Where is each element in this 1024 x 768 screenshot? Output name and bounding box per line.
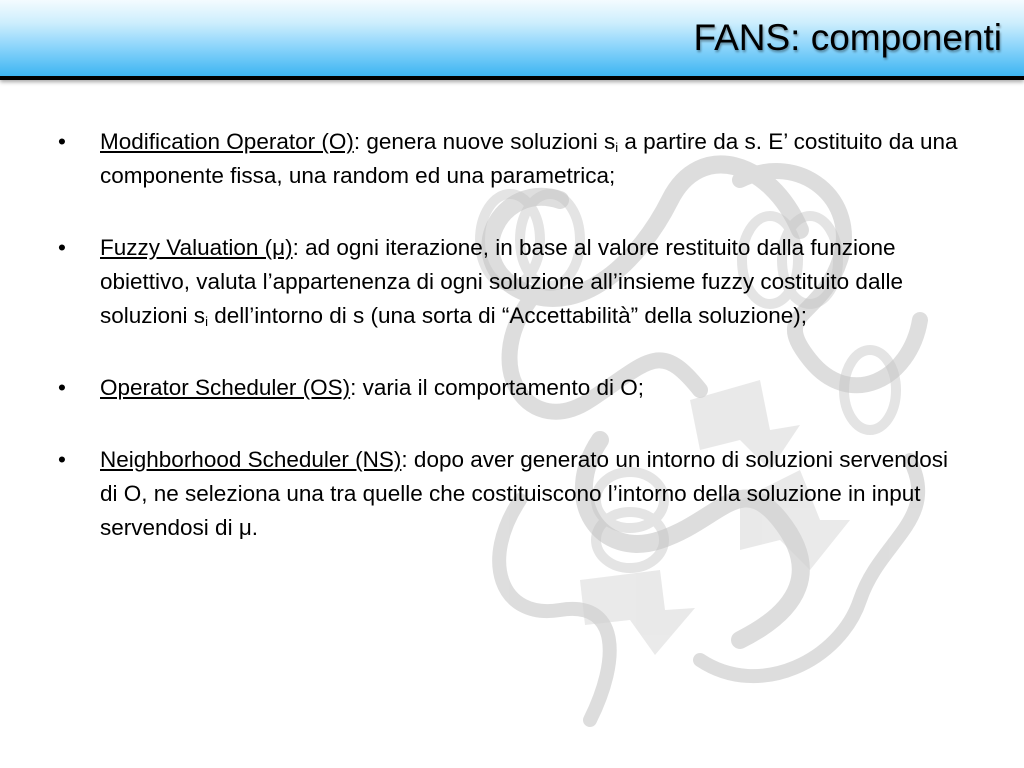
bullet-item [58, 443, 958, 545]
title-bar [0, 0, 1024, 80]
bullet-item [58, 371, 958, 405]
bullet-marker: • [58, 447, 66, 472]
subscript: i [615, 140, 619, 155]
bullet-marker: • [58, 235, 66, 260]
bullet-marker: • [58, 375, 66, 400]
bullet-term: Modification Operator (O) [100, 129, 354, 154]
bullet-text: dell’intorno di s (una sorta di “Accettabilità” della soluzione); [207, 303, 808, 328]
bullet-text: a partire da s. E’ costituito da una componente fissa, una random ed una parametrica; [100, 129, 958, 188]
bullet-term: Fuzzy Valuation (μ) [100, 235, 293, 260]
bullet-text: : varia il comportamento di O; [350, 375, 644, 400]
bullet-item [58, 125, 958, 193]
bullet-list [58, 125, 958, 545]
bullet-text: : ad ogni iterazione, in base al valore restituito dalla funzione obiettivo, valuta l’appartenenza di ogni soluzione all’insieme fuzzy costituito dalle soluzioni s [100, 235, 903, 328]
bullet-term: Neighborhood Scheduler (NS) [100, 447, 402, 472]
subscript: i [205, 314, 208, 329]
bullet-term: Operator Scheduler (OS) [100, 375, 351, 400]
bullet-marker: • [58, 129, 66, 154]
bullet-text: : genera nuove soluzioni s [353, 129, 616, 154]
bullet-item [58, 231, 958, 333]
bullet-text: : dopo aver generato un intorno di soluzioni servendosi di O, ne seleziona una tra quelle che costituiscono l’intorno della soluzione in input servendosi di μ. [100, 447, 949, 540]
slide-title: FANS: componenti [693, 17, 1002, 58]
